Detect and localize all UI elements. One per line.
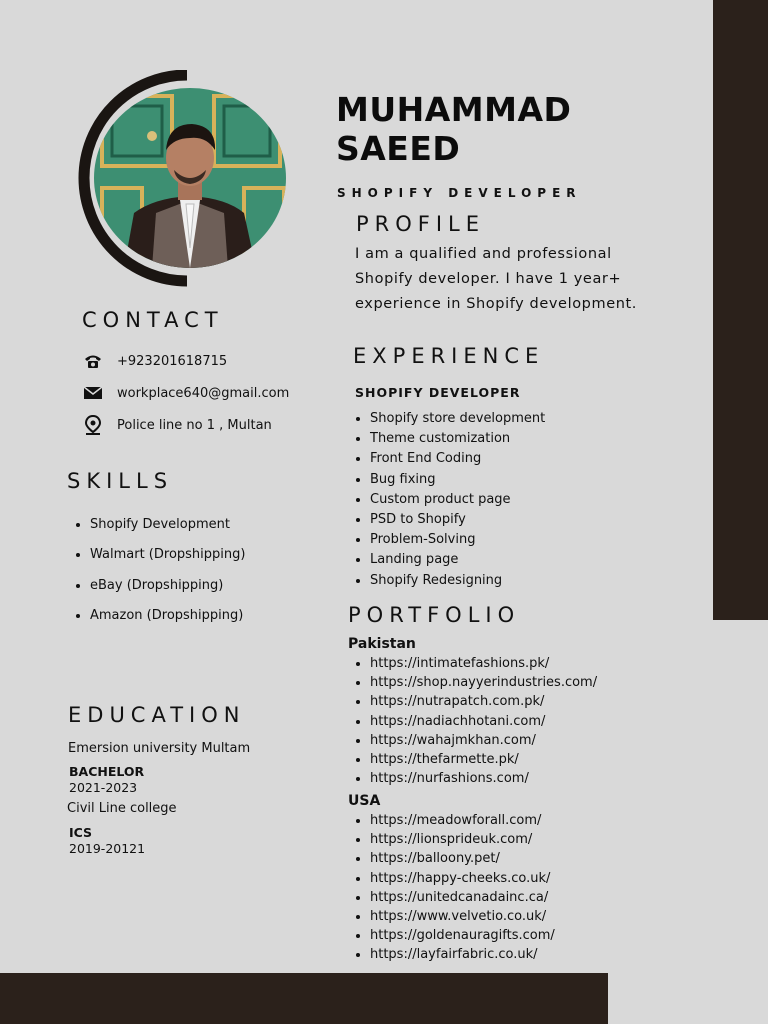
location-pin-icon <box>82 416 104 434</box>
portfolio-link[interactable]: • https://nurfashions.com/ <box>370 770 597 789</box>
decorative-bottom-bar <box>0 973 608 1024</box>
education-heading: EDUCATION <box>68 703 246 727</box>
avatar-illustration <box>94 88 286 268</box>
portfolio-usa-list <box>350 812 555 966</box>
portfolio-link[interactable]: • https://intimatefashions.pk/ <box>370 655 597 674</box>
education-degree-2: ICS <box>69 825 93 840</box>
portfolio-link[interactable]: • https://layfairfabric.co.uk/ <box>370 946 555 965</box>
experience-heading: EXPERIENCE <box>353 344 545 368</box>
education-school-1: Emersion university Multam <box>68 741 251 756</box>
contact-address-row <box>82 416 272 434</box>
portfolio-pakistan-list <box>350 655 597 789</box>
list-item: • Amazon (Dropshipping) <box>90 607 245 637</box>
profile-heading: PROFILE <box>356 212 486 236</box>
list-item: • Walmart (Dropshipping) <box>90 546 245 576</box>
contact-email[interactable]: workplace640@gmail.com <box>117 385 290 401</box>
list-item: • Landing page <box>370 551 545 571</box>
education-school-2: Civil Line college <box>67 801 177 816</box>
portfolio-link[interactable]: • https://meadowforall.com/ <box>370 812 555 831</box>
portfolio-link[interactable]: • https://nutrapatch.com.pk/ <box>370 693 597 712</box>
profile-text: I am a qualified and professional Shopify developer. I have 1 year+ experience in Shopify development. <box>355 246 638 312</box>
education-degree-1: BACHELOR <box>69 764 145 779</box>
portfolio-heading: PORTFOLIO <box>348 603 521 627</box>
job-title: SHOPIFY DEVELOPER <box>337 186 582 200</box>
contact-phone[interactable]: +923201618715 <box>117 353 228 369</box>
list-item: • Custom product page <box>370 491 545 511</box>
list-item: • Theme customization <box>370 430 545 450</box>
contact-email-row <box>82 384 289 402</box>
candidate-name <box>336 90 571 168</box>
experience-role: SHOPIFY DEVELOPER <box>355 385 521 400</box>
contact-heading: CONTACT <box>82 308 224 332</box>
portfolio-link[interactable]: • https://wahajmkhan.com/ <box>370 732 597 751</box>
contact-address: Police line no 1 , Multan <box>117 417 272 433</box>
list-item: • Front End Coding <box>370 450 545 470</box>
name-line-1: MUHAMMAD <box>336 90 572 129</box>
portfolio-link[interactable]: • https://unitedcanadainc.ca/ <box>370 889 555 908</box>
name-line-2: SAEED <box>336 129 461 168</box>
decorative-right-bar <box>713 0 768 620</box>
education-years-1: 2021-2023 <box>69 780 138 795</box>
portfolio-link[interactable]: • https://thefarmette.pk/ <box>370 751 597 770</box>
education-years-2: 2019-20121 <box>69 841 146 856</box>
portfolio-link[interactable]: • https://balloony.pet/ <box>370 850 555 869</box>
list-item: • PSD to Shopify <box>370 511 545 531</box>
portfolio-link[interactable]: • https://goldenauragifts.com/ <box>370 927 555 946</box>
list-item: • Bug fixing <box>370 471 545 491</box>
portfolio-link[interactable]: • https://happy-cheeks.co.uk/ <box>370 870 555 889</box>
profile-photo-block <box>72 70 292 290</box>
experience-list <box>350 410 545 592</box>
avatar <box>94 88 286 268</box>
list-item: • Shopify store development <box>370 410 545 430</box>
mail-icon <box>82 384 104 402</box>
portfolio-link[interactable]: • https://shop.nayyerindustries.com/ <box>370 674 597 693</box>
list-item: • Shopify Redesigning <box>370 572 545 592</box>
contact-phone-row <box>82 352 227 370</box>
portfolio-country-usa: USA <box>348 793 381 809</box>
portfolio-link[interactable]: • https://nadiachhotani.com/ <box>370 713 597 732</box>
portfolio-country-pakistan: Pakistan <box>348 636 416 652</box>
portfolio-link[interactable]: • https://lionsprideuk.com/ <box>370 831 555 850</box>
skills-list <box>70 516 245 637</box>
list-item: • Shopify Development <box>90 516 245 546</box>
list-item: • eBay (Dropshipping) <box>90 577 245 607</box>
portfolio-link[interactable]: • https://www.velvetio.co.uk/ <box>370 908 555 927</box>
phone-icon <box>82 352 104 370</box>
list-item: • Problem-Solving <box>370 531 545 551</box>
skills-heading: SKILLS <box>67 469 174 493</box>
